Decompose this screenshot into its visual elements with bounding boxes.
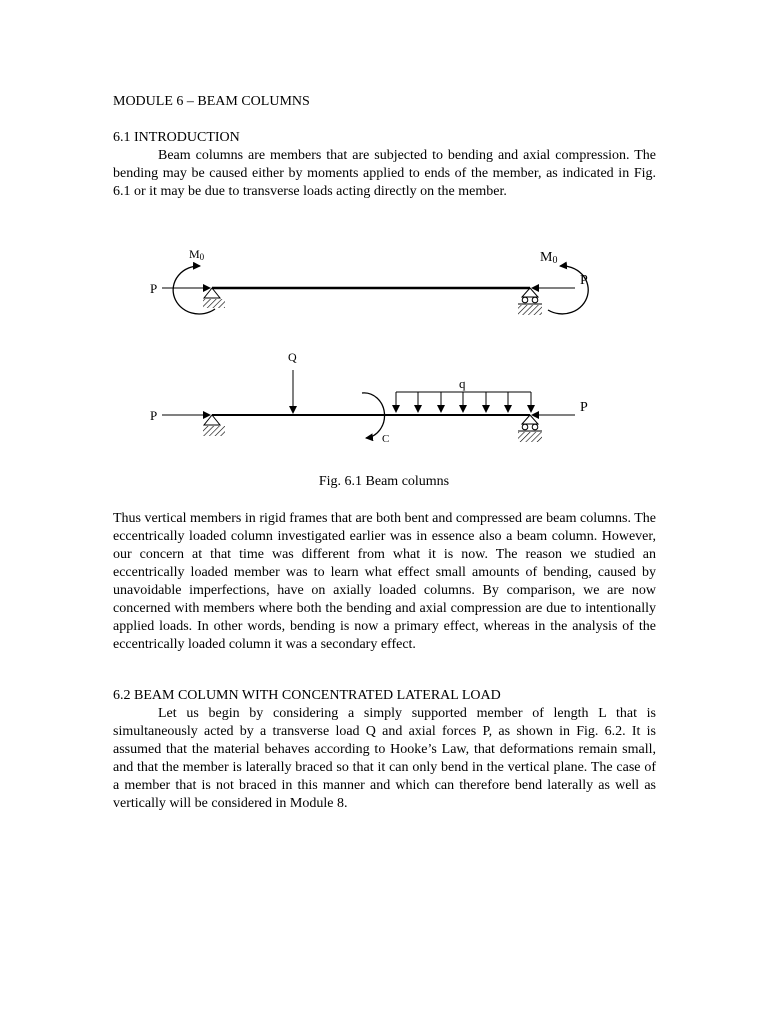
distributed-load-q (396, 392, 531, 412)
figure-caption: Fig. 6.1 Beam columns (318, 474, 450, 489)
section-heading-6-2: 6.2 BEAM COLUMN WITH CONCENTRATED LATERAL LOAD (113, 688, 501, 703)
top-beam-diagram (150, 247, 588, 315)
discussion-paragraph: Thus vertical members in rigid frames that are both bent and compressed are beam columns. The eccentrically loaded column investigated earlier was in essence also a beam column. However, our concern at that time was different from what it is now. The reason we studied an eccentrically loaded member was to learn what effect small amounts of bending, caused by unavoidable imperfections, have on axially loaded columns. By comparison, we are now concerned with members where both the bending and axial compression are due to intentionally applied loads. In other words, bending is now a primary effect, whereas in the analysis of the eccentrically loaded column it was a secondary effect. (113, 511, 656, 652)
discussion-paragraph-block (113, 510, 656, 654)
section-heading-intro: 6.1 INTRODUCTION (113, 130, 240, 145)
module-title: MODULE 6 – BEAM COLUMNS (113, 94, 310, 109)
point-load-q-label: Q (288, 350, 297, 364)
beam-columns-figure (0, 230, 768, 460)
intro-paragraph: Beam columns are members that are subjected to bending and axial compression. The bending may be caused either by moments applied to ends of the member, as indicated in Fig. 6.1 or it may be due to transverse loads acting directly on the member. (113, 148, 656, 199)
top-left-pin-support (203, 288, 225, 308)
top-right-m0-label: M0 (540, 250, 558, 266)
top-right-p-label: P (580, 273, 588, 288)
bottom-right-p-label: P (580, 400, 588, 415)
top-right-roller-support (518, 288, 542, 315)
couple-c-label: C (382, 433, 390, 445)
section-6-2-paragraph-block (113, 705, 656, 813)
bottom-left-p-label: P (150, 408, 158, 423)
distributed-load-q-label: q (459, 376, 466, 391)
top-left-m0-label: M0 (189, 247, 205, 262)
bottom-right-roller-support (518, 415, 542, 442)
intro-paragraph-block (113, 147, 656, 201)
top-left-p-label: P (150, 281, 158, 296)
bottom-beam-diagram (150, 350, 588, 445)
bottom-left-pin-support (203, 415, 225, 436)
section-6-2-paragraph: Let us begin by considering a simply supported member of length L that is simultaneously acted by a transverse load Q and axial forces P, as shown in Fig. 6.2. It is assumed that the material behaves according to Hooke’s Law, that deformations remain small, and that the member is laterally braced so that it can only bend in the vertical plane. The case of a member that is not braced in this manner and which can therefore bend laterally as well as vertically will be considered in Module 8. (113, 706, 656, 811)
